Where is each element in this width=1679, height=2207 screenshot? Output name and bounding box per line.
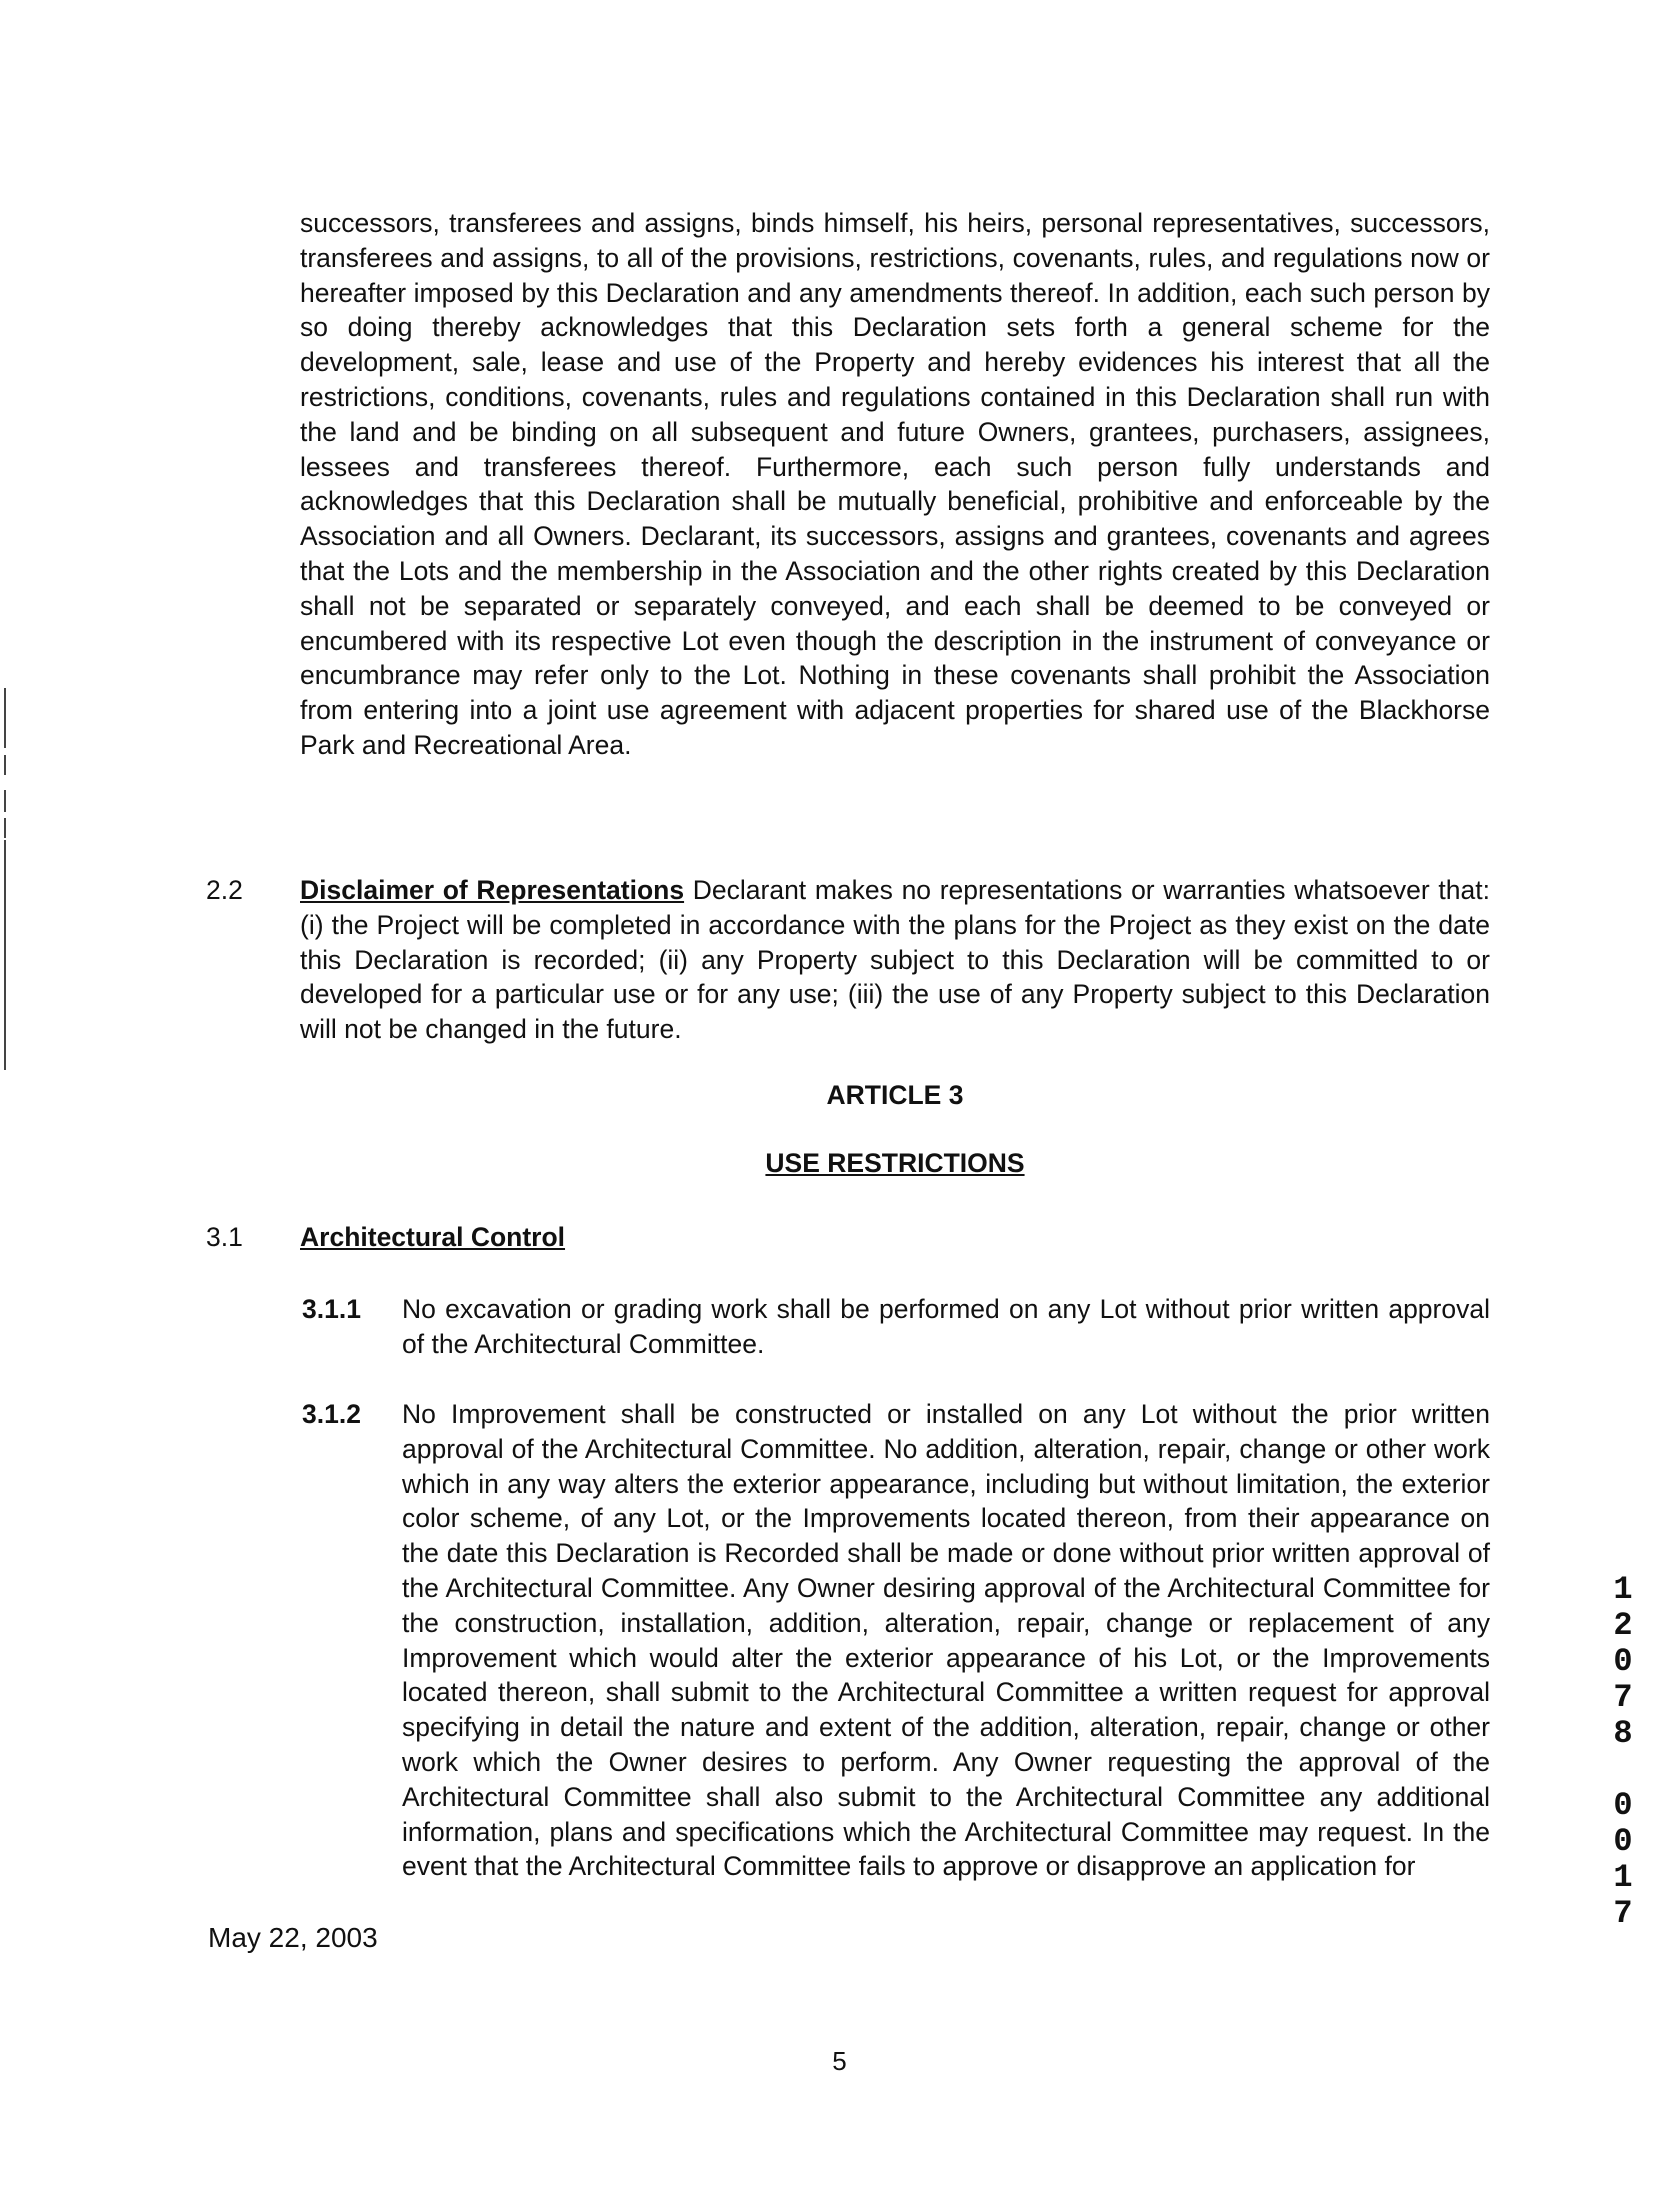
disclaimer-paragraph bbox=[300, 873, 1490, 1047]
subsection-text: No excavation or grading work shall be performed on any Lot without prior written approval of the Architectural Committee. bbox=[402, 1294, 1490, 1359]
margin-change-bar bbox=[4, 688, 6, 748]
section-title: Architectural Control bbox=[300, 1222, 566, 1252]
section-number: 2.2 bbox=[206, 875, 243, 905]
margin-change-bar bbox=[4, 840, 6, 1070]
margin-change-bar bbox=[4, 755, 6, 775]
margin-change-bar bbox=[4, 818, 6, 838]
margin-change-bar bbox=[4, 790, 6, 812]
page-number: 5 bbox=[832, 2046, 847, 2076]
section-title: Disclaimer of Representations bbox=[300, 875, 685, 905]
section-number: 3.1 bbox=[206, 1222, 243, 1252]
subsection-text: No Improvement shall be constructed or installed on any Lot without the prior written approval of the Architectural Committee. No addition, alteration, repair, change or other work which in any way alters the exterior appearance, including but without limitation, the exterior color scheme, of any Lot, or the Improvements located thereon, from their appearance on the date this Declaration is Recorded shall be made or done without prior written approval of the Architectural Committee. Any Owner desiring approval of the Architectural Committee for the construction, installation, addition, alteration, repair, change or replacement of any Improvement which would alter the exterior appearance of his Lot, or the Improvements located thereon, shall submit to the Architectural Committee a written request for approval specifying in detail the nature and extent of the addition, alteration, repair, change or other work which the Owner desires to perform. Any Owner requesting the approval of the Architectural Committee shall also submit to the Architectural Committee any additional information, plans and specifications which the Architectural Committee may request. In the event that the Architectural Committee fails to approve or disapprove an application for bbox=[402, 1399, 1490, 1882]
footer-date: May 22, 2003 bbox=[208, 1922, 378, 1953]
section-text: Declarant makes no representations or warranties whatsoever that: (i) the Project will be completed in accordance with the plans for the Project as they exist on the date this Declaration is recorded; (ii) any Property subject to this Declaration will be committed to or developed for a particular use or for any use; (iii) the use of any Property subject to this Declaration will not be changed in the future. bbox=[300, 875, 1490, 1045]
subsection-number: 3.1.2 bbox=[302, 1399, 361, 1429]
intro-paragraph: successors, transferees and assigns, binds himself, his heirs, personal representatives, successors, transferees and assigns, to all of the provisions, restrictions, covenants, rules, and regulations now or hereafter imposed by this Declaration and any amendments thereof. In addition, each such person by so doing thereby acknowledges that this Declaration sets forth a general scheme for the development, sale, lease and use of the Property and hereby evidences his interest that all the restrictions, conditions, covenants, rules and regulations contained in this Declaration shall run with the land and be binding on all subsequent and future Owners, grantees, purchasers, assignees, lessees and transferees thereof. Furthermore, each such person fully understands and acknowledges that this Declaration shall be mutually beneficial, prohibitive and enforceable by the Association and all Owners. Declarant, its successors, assigns and grantees, covenants and agrees that the Lots and the membership in the Association and the other rights created by this Declaration shall not be separated or separately conveyed, and each shall be deemed to be conveyed or encumbered with its respective Lot even though the description in the instrument of conveyance or encumbrance may refer only to the Lot. Nothing in these covenants shall prohibit the Association from entering into a joint use agreement with adjacent properties for shared use of the Blackhorse Park and Recreational Area. bbox=[300, 208, 1490, 760]
article-heading: ARTICLE 3 bbox=[826, 1080, 964, 1110]
subsection-number: 3.1.1 bbox=[302, 1294, 361, 1324]
article-title: USE RESTRICTIONS bbox=[765, 1148, 1025, 1178]
document-reference-number: 1 2 0 7 8 0 0 1 7 bbox=[1613, 1571, 1633, 1932]
